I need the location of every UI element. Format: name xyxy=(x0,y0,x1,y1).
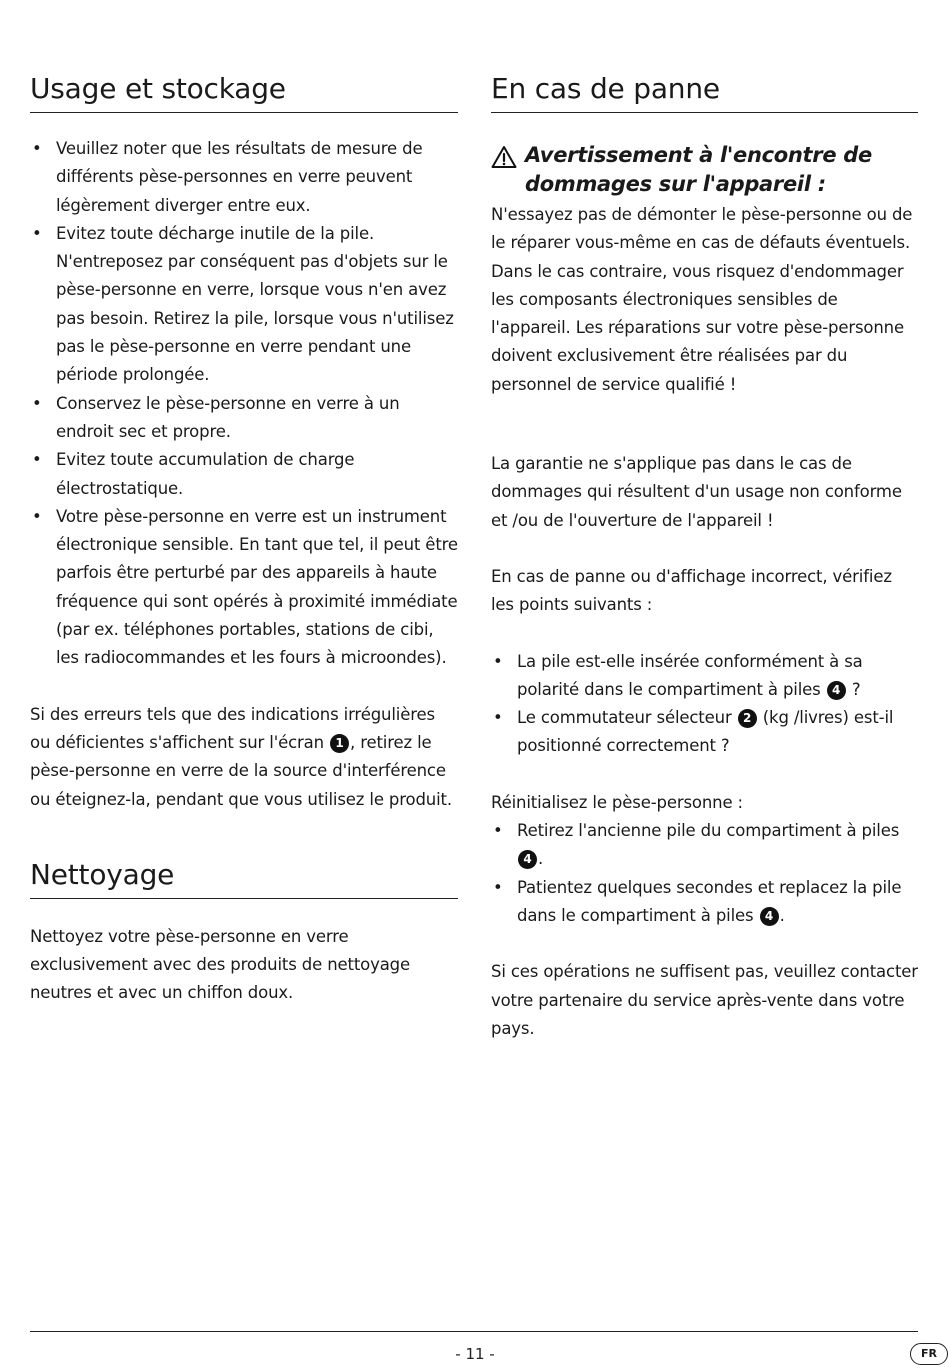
selector-switch-badge: 2 xyxy=(738,709,757,728)
list-item: • Evitez toute décharge inutile de la pile. N'entreposez par conséquent pas d'objets sur le pèse-personne en verre, lorsque vous n'en avez pas besoin. Retirez la pile, lorsque vous n'utilisez pas le pèse-personne en verre pendant une période prolongée. xyxy=(30,220,458,390)
check-text-before: La pile est-elle insérée conformément à sa polarité dans le compartiment à piles xyxy=(517,651,863,699)
check-text-before: Le commutateur sélecteur xyxy=(517,708,737,728)
list-item: • Veuillez noter que les résultats de mesure de différents pèse-personnes en verre peuvent légèrement diverger entre eux. xyxy=(30,135,458,220)
warranty-paragraph: La garantie ne s'applique pas dans le cas de dommages qui résultent d'un usage non conforme et /ou de l'ouverture de l'appareil ! xyxy=(491,454,902,530)
contact-paragraph: Si ces opérations ne suffisent pas, veuillez contacter votre partenaire du service après-vente dans votre pays. xyxy=(491,962,918,1038)
warning-paragraph: N'essayez pas de démonter le pèse-personne ou de le réparer vous-même en cas de défauts éventuels. Dans le cas contraire, vous risquez d'endommager les composants électroniques sensibles de l'appareil. Les réparations sur votre pèse-personne doivent exclusivement être réalisées par du personnel de service qualifié ! xyxy=(491,205,913,394)
check-text-after: (kg /livres) est-il positionné correctement ? xyxy=(517,708,894,756)
footer-divider xyxy=(30,1331,918,1332)
check-intro: En cas de panne ou d'affichage incorrect, vérifiez les points suivants : xyxy=(491,566,892,615)
warning-heading xyxy=(491,141,918,199)
list-item: • Votre pèse-personne en verre est un instrument électronique sensible. En tant que tel, il peut être parfois être perturbé par des appareils à haute fréquence qui sont opérés à proximité immédiate (par ex. téléphones portables, stations de cibi, les radiocommandes et les fours à microondes). xyxy=(30,503,458,673)
list-item: • Conservez le pèse-personne en verre à un endroit sec et propre. xyxy=(30,390,458,447)
reset-text-after: . xyxy=(779,905,785,925)
list-item xyxy=(491,648,918,705)
battery-compartment-badge: 4 xyxy=(518,850,537,869)
interference-text-before: Si des erreurs tels que des indications irrégulières ou déficientes s'affichent sur l'écran xyxy=(30,704,435,752)
list-item xyxy=(491,817,918,874)
list-item xyxy=(491,874,918,931)
interference-text-after: , retirez le pèse-personne en verre de la source d'interférence ou éteignez-la, pendant que vous utilisez le produit. xyxy=(30,732,452,809)
list-item xyxy=(491,704,918,761)
list-item: • Evitez toute accumulation de charge électrostatique. xyxy=(30,446,458,503)
battery-compartment-badge: 4 xyxy=(827,681,846,700)
cleaning-title: Nettoyage xyxy=(30,856,458,899)
reset-text-after: . xyxy=(538,849,544,869)
interference-paragraph xyxy=(30,701,458,814)
page-number: - 11 - xyxy=(455,1345,495,1363)
troubleshooting-title: En cas de panne xyxy=(491,70,918,113)
left-column xyxy=(30,70,458,1008)
check-text-after: ? xyxy=(846,679,861,699)
usage-title: Usage et stockage xyxy=(30,70,458,113)
display-number-badge: 1 xyxy=(330,734,349,753)
cleaning-paragraph: Nettoyez votre pèse-personne en verre exclusivement avec des produits de nettoyage neutres et avec un chiffon doux. xyxy=(30,926,410,1003)
reset-list xyxy=(491,817,918,930)
check-list xyxy=(491,648,918,761)
reset-text-before: Retirez l'ancienne pile du compartiment à piles xyxy=(517,821,900,841)
right-column xyxy=(491,70,918,1043)
reset-intro: Réinitialisez le pèse-personne : xyxy=(491,792,743,812)
warning-title: Avertissement à l'encontre de dommages sur l'appareil : xyxy=(525,143,872,196)
warning-triangle-icon xyxy=(491,145,517,169)
language-badge: FR xyxy=(910,1343,948,1365)
reset-text-before: Patientez quelques secondes et replacez la pile dans le compartiment à piles xyxy=(517,877,902,925)
usage-bullet-list xyxy=(30,135,458,673)
battery-compartment-badge: 4 xyxy=(760,907,779,926)
